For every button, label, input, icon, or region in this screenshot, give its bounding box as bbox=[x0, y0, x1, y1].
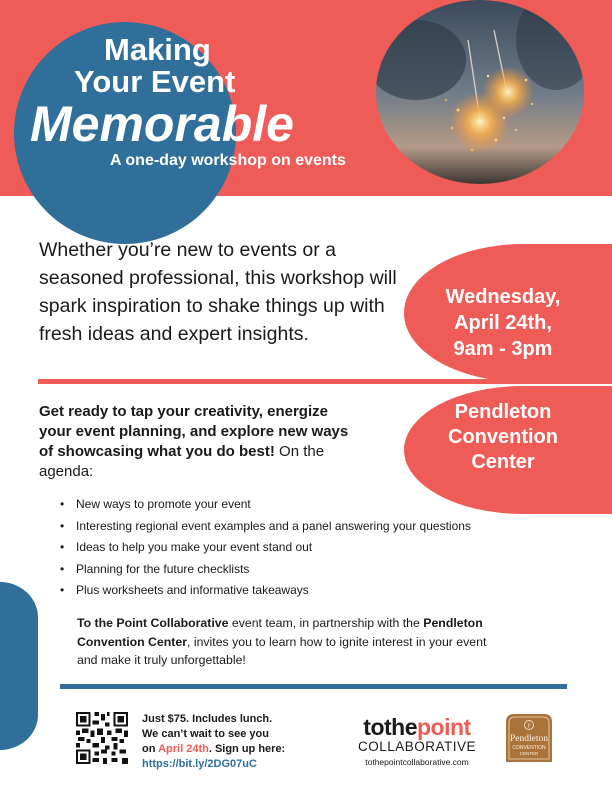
agenda-intro-rest: On the agenda: bbox=[39, 443, 325, 480]
title-line-1: Making bbox=[104, 32, 211, 67]
agenda-item: • Ideas to help you make your event stand out bbox=[60, 537, 471, 559]
divider-red bbox=[38, 379, 612, 384]
date-line-1: Wednesday, bbox=[445, 286, 561, 308]
price-info bbox=[142, 712, 322, 772]
logo-url[interactable]: tothepointcollaborative.com bbox=[365, 757, 469, 767]
date-line-2: April 24th, bbox=[454, 312, 552, 334]
agenda-intro bbox=[39, 402, 359, 482]
pcc-logo-line-2: CONVENTION bbox=[512, 745, 546, 751]
subtitle: A one-day workshop on events bbox=[110, 152, 346, 169]
price-date: April 24th bbox=[158, 743, 209, 755]
partner-text bbox=[77, 614, 497, 670]
signup-link[interactable]: https://bit.ly/2DG07uC bbox=[142, 758, 257, 770]
logo-wordmark bbox=[352, 715, 482, 739]
venue-line-3: Center bbox=[471, 451, 535, 473]
divider-blue bbox=[60, 684, 567, 689]
qr-code-icon[interactable] bbox=[76, 712, 128, 764]
pcc-logo-line-3: CENTER bbox=[519, 751, 539, 756]
logo-to: tothe bbox=[363, 714, 417, 740]
title-line-2: Your Event bbox=[74, 64, 236, 99]
partner-end: , invites you to learn how to ignite interest in your event and make it truly unforgettable! bbox=[77, 634, 487, 667]
agenda-intro-bold: Get ready to tap your creativity, energize your event planning, and explore new ways of showcasing what you do best! bbox=[39, 403, 349, 460]
date-line-3: 9am - 3pm bbox=[453, 338, 553, 360]
event-date bbox=[408, 284, 598, 362]
pcc-logo-line-1: Pendleton bbox=[510, 734, 548, 744]
svg-text:P: P bbox=[527, 723, 531, 730]
agenda-list bbox=[60, 494, 471, 602]
logo-point: point bbox=[417, 714, 471, 740]
blue-half-circle bbox=[0, 582, 38, 750]
title-line-3: Memorable bbox=[30, 96, 294, 152]
agenda-item: • Plus worksheets and informative takeaways bbox=[60, 580, 471, 602]
venue-line-1: Pendleton bbox=[454, 401, 552, 423]
partner-org: To the Point Collaborative bbox=[77, 616, 229, 630]
agenda-item: • Planning for the future checklists bbox=[60, 559, 471, 581]
price-line-3a: on bbox=[142, 743, 159, 755]
pendleton-logo-icon bbox=[498, 708, 560, 770]
agenda-item: • New ways to promote your event bbox=[60, 494, 471, 516]
sparklers-photo bbox=[376, 0, 584, 184]
to-the-point-logo bbox=[352, 715, 482, 770]
event-venue bbox=[408, 400, 598, 475]
intro-text: Whether you’re new to events or a seasoned professional, this workshop will spark inspiration to shake things up with fresh ideas and expert insights. bbox=[39, 239, 397, 345]
venue-line-2: Convention bbox=[448, 426, 558, 448]
logo-collab: COLLABORATIVE bbox=[357, 739, 477, 754]
agenda-item: • Interesting regional event examples and a panel answering your questions bbox=[60, 516, 471, 538]
price-line-3b: . Sign up here: bbox=[208, 743, 286, 755]
price-line-1: Just $75. Includes lunch. bbox=[142, 713, 273, 725]
partner-mid: event team, in partnership with the bbox=[228, 616, 424, 630]
partner-venue: Pendleton Convention Center bbox=[77, 616, 483, 649]
price-line-2: We can’t wait to see you bbox=[142, 728, 269, 740]
